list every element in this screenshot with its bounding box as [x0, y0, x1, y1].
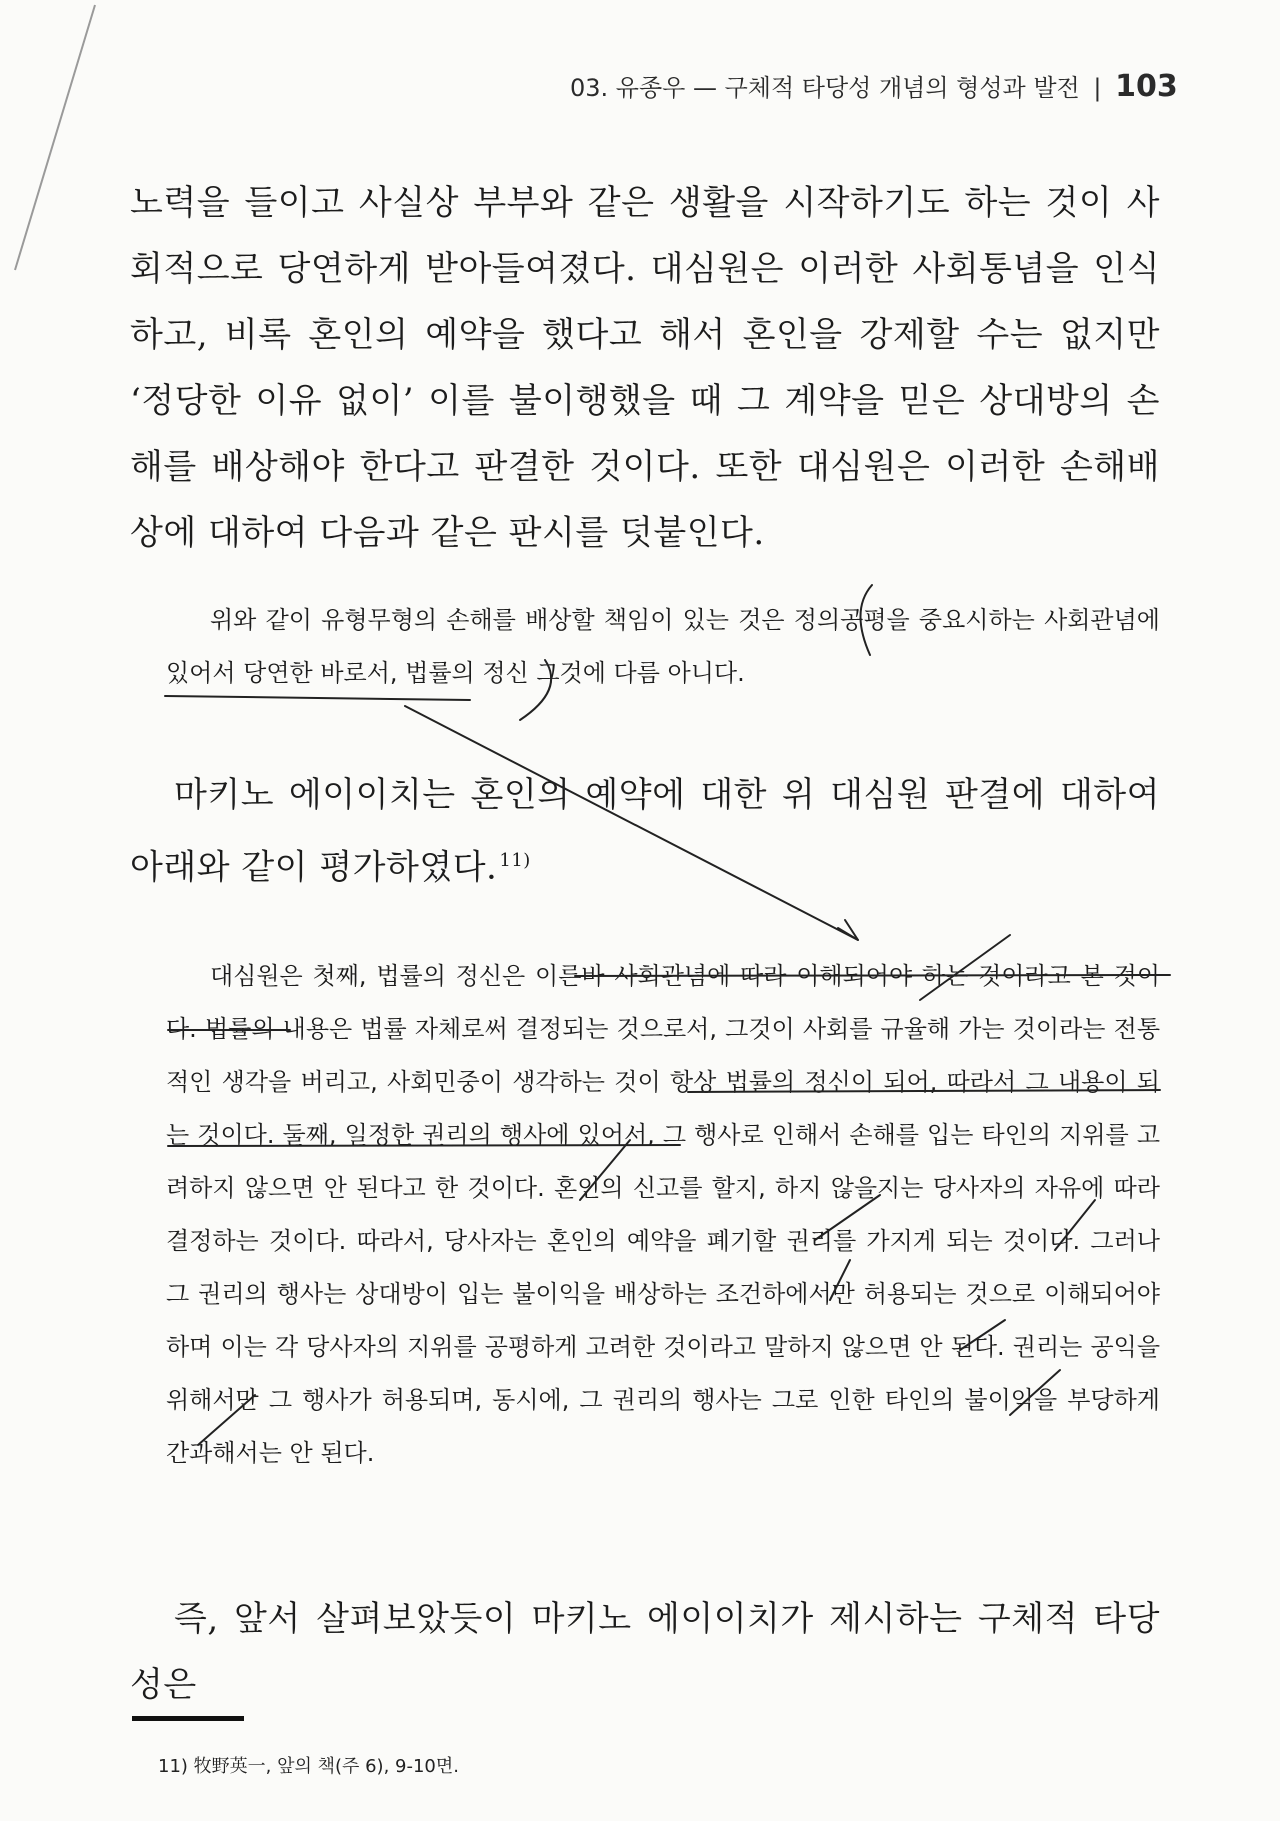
body-paragraph-2 — [130, 762, 1160, 900]
footnote-text: 11) 牧野英一, 앞의 책(주 6), 9-10면. — [158, 1756, 459, 1777]
body-paragraph-1: 노력을 들이고 사실상 부부와 같은 생활을 시작하기도 하는 것이 사회적으로 당연하게 받아들여졌다. 대심원은 이러한 사회통념을 인식하고, 비록 혼인의 예약을 했다고 해서 혼인을 강제할 수는 없지만 ‘정당한 이유 없이’ 이를 불이행했을 때 그 계약을 믿은 상대방의 손해를 배상해야 한다고 판결한 것이다. 또한 대심원은 이러한 손해배상에 대하여 다음과 같은 판시를 덧붙인다. — [130, 183, 1160, 553]
arrow-head — [838, 920, 858, 940]
header-separator: | — [1093, 74, 1102, 102]
body-paragraph-3: 즉, 앞서 살펴보았듯이 마키노 에이이치가 제시하는 구체적 타당성은 — [130, 1599, 1160, 1705]
running-title: 03. 유종우 — 구체적 타당성 개념의 형성과 발전 — [570, 74, 1080, 102]
block-quote-1: 위와 같이 유형무형의 손해를 배상할 책임이 있는 것은 정의공평을 중요시하는 사회관념에 있어서 당연한 바로서, 법률의 정신 그것에 다름 아니다. — [166, 606, 1160, 687]
footnote-reference[interactable]: 11) — [499, 850, 531, 871]
running-header — [570, 68, 1178, 108]
page-number: 103 — [1115, 69, 1178, 104]
page-edge-shadow — [0, 0, 140, 400]
body-paragraph-2-text: 마키노 에이이치는 혼인의 예약에 대한 위 대심원 판결에 대하여 아래와 같이 평가하였다. — [130, 775, 1160, 888]
footnote-rule — [132, 1716, 244, 1721]
block-quote-2: 대심원은 첫째, 법률의 정신은 이른바 사회관념에 따라 이해되어야 하는 것이라고 본 것이다. 법률의 내용은 법률 자체로써 결정되는 것으로서, 그것이 사회를 규율해 가는 것이라는 전통적인 생각을 버리고, 사회민중이 생각하는 것이 항상 법률의 정신이 되어, 따라서 그 내용이 되는 것이다. 둘째, 일정한 권리의 행사에 있어서, 그 행사로 인해서 손해를 입는 타인의 지위를 고려하지 않으면 안 된다고 한 것이다. 혼인의 신고를 할지, 하지 않을지는 당사자의 자유에 따라 결정하는 것이다. 따라서, 당사자는 혼인의 예약을 폐기할 권리를 가지게 되는 것이다. 그러나 그 권리의 행사는 상대방이 입는 불이익을 배상하는 조건하에서만 허용되는 것으로 이해되어야 하며 이는 각 당사자의 지위를 공평하게 고려한 것이라고 말하지 않으면 안 된다. 권리는 공익을 위해서만 그 행사가 허용되며, 동시에, 그 권리의 행사는 그로 인한 타인의 불이익을 부당하게 간과해서는 안 된다. — [166, 962, 1160, 1467]
